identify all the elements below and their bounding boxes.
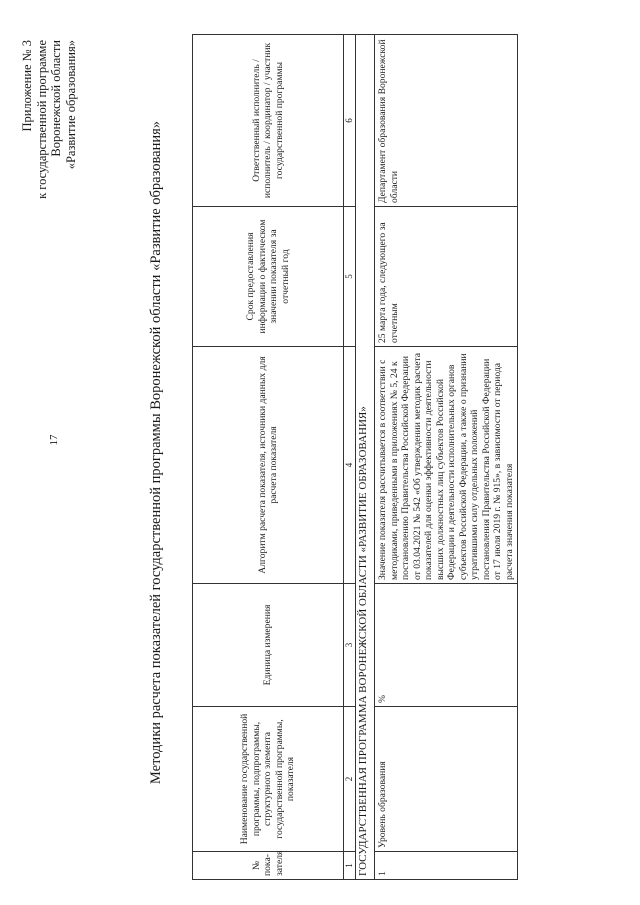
cell-deadline: 25 марта года, следующего за отчетным xyxy=(375,207,518,347)
section-row xyxy=(356,35,375,880)
cell-algorithm: Значение показателя рассчитывается в соответствии с методиками, приведенными в приложениях № 5, 24 к постановлению Правительства Российской Федерации от 03.04.2021 № 542 «Об утверждении методик расчета показателей для оценки эффективности деятельности высших должностных лиц субъектов Российской Федерации и деятельности исполнительных органов субъектов Российской Федерации, а также о признании утратившими силу отдельных положений постановления Правительства Российской Федерации от 17 июля 2019 г. № 915», в зависимости от периода расчета значения показателя xyxy=(375,347,518,584)
header-unit: Единица измерения xyxy=(193,584,344,707)
cell-indicator-number: 1 xyxy=(375,852,518,880)
column-number: 1 xyxy=(344,852,356,880)
header-program-name: Наименование государственной программы, подпрограммы, структурного элемента государственной программы, показателя xyxy=(193,707,344,852)
cell-unit: % xyxy=(375,584,518,707)
column-number: 3 xyxy=(344,584,356,707)
appendix-line-2: к государственной программе xyxy=(34,40,49,199)
appendix-line-1: Приложение № 3 xyxy=(20,40,34,132)
header-deadline: Срок предоставления информации о фактическом значении показателя за отчетный год xyxy=(193,207,344,347)
column-number: 6 xyxy=(344,35,356,207)
header-algorithm: Алгоритм расчета показателя, источники данных для расчета показателя xyxy=(193,347,344,584)
header-indicator-number: № пока-зателя xyxy=(193,852,344,880)
cell-responsible: Департамент образования Воронежской области xyxy=(375,35,518,207)
table-header-row xyxy=(193,35,344,880)
column-number: 5 xyxy=(344,207,356,347)
column-number: 4 xyxy=(344,347,356,584)
table-row xyxy=(375,35,518,880)
header-responsible: Ответственный исполнитель / исполнитель / координатор / участник государственной программы xyxy=(193,35,344,207)
column-number: 2 xyxy=(344,707,356,852)
indicators-table xyxy=(192,34,518,880)
column-number-row xyxy=(344,35,356,880)
page-number: 17 xyxy=(48,434,60,446)
appendix-header xyxy=(20,40,78,340)
document-title: Методики расчета показателей государственной программы Воронежской области «Развитие образования» xyxy=(148,120,164,785)
appendix-line-3: Воронежской области xyxy=(49,40,63,157)
appendix-line-4: «Развитие образования» xyxy=(63,40,78,170)
section-title: ГОСУДАРСТВЕННАЯ ПРОГРАММА ВОРОНЕЖСКОЙ ОБЛАСТИ «РАЗВИТИЕ ОБРАЗОВАНИЯ» xyxy=(356,35,375,880)
cell-indicator-name: Уровень образования xyxy=(375,707,518,852)
